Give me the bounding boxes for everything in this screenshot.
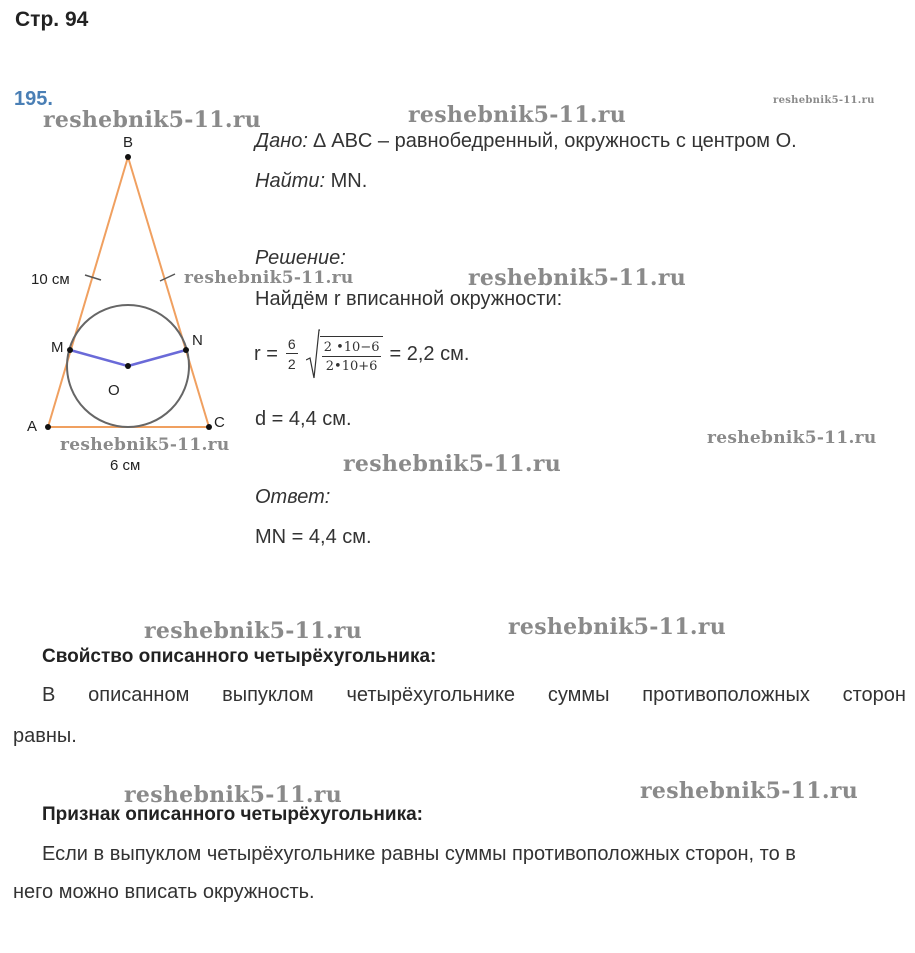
formula-fraction [286,336,298,372]
find-label: Найти: [255,170,326,192]
property-word: сторон [842,684,906,706]
base-length-label: 6 см [110,457,141,474]
root-fraction [322,340,382,374]
solution-label: Решение: [255,247,346,269]
answer-text: MN = 4,4 см. [255,526,372,548]
property-word: выпуклом [222,684,314,706]
watermark: reshebnik5-11.ru [60,435,230,455]
side-length-label: 10 см [31,271,70,288]
watermark: reshebnik5-11.ru [408,102,627,128]
property-line-1 [42,684,906,707]
point-c [206,424,212,430]
watermark: reshebnik5-11.ru [43,107,262,133]
label-a: A [27,418,38,435]
criterion-heading: Признак описанного четырёхугольника: [42,804,423,825]
watermark: reshebnik5-11.ru [184,268,354,288]
solution-step-2: d = 4,4 см. [255,408,352,430]
page-label: Стр. 94 [15,8,89,31]
root-body [320,336,384,374]
radius-on [128,350,186,366]
radius-om [70,350,128,366]
watermark: reshebnik5-11.ru [773,95,875,106]
side-bc [128,157,209,427]
property-line-2: равны. [13,725,77,747]
watermark: reshebnik5-11.ru [640,778,859,804]
triangle-figure [0,0,260,480]
find-line [255,170,367,193]
fraction-numerator: 6 [287,336,296,352]
given-text: ∆ ABC – равнобедренный, окружность с центром O. [307,130,797,152]
radius-formula [254,328,469,380]
label-b: B [123,134,134,151]
property-word: суммы [547,684,610,706]
property-word: противоположных [642,684,810,706]
criterion-line-2: него можно вписать окружность. [13,881,315,903]
property-word: четырёхугольнике [346,684,516,706]
answer-label: Ответ: [255,486,331,508]
solution-step-1: Найдём r вписанной окружности: [255,288,563,310]
find-text: MN. [325,170,368,192]
point-a [45,424,51,430]
property-heading: Свойство описанного четырёхугольника: [42,646,437,667]
point-n [183,347,189,353]
watermark: reshebnik5-11.ru [343,451,562,477]
label-n: N [192,332,203,349]
label-m: M [51,339,64,356]
formula-lhs: r = [254,342,278,365]
watermark: reshebnik5-11.ru [124,782,343,808]
root-numerator: 2 •10−6 [323,340,380,355]
watermark: reshebnik5-11.ru [508,614,727,640]
label-c: C [214,414,225,431]
given-label: Дано: [255,130,308,152]
label-o: O [108,382,120,399]
point-b [125,154,131,160]
given-line [255,130,797,153]
root-denominator: 2•10+6 [325,359,378,374]
property-word: описанном [88,684,190,706]
property-word: В [42,684,56,706]
formula-rhs: = 2,2 см. [389,342,470,365]
point-o [125,363,131,369]
watermark: reshebnik5-11.ru [707,428,877,448]
tick-bc [160,274,175,281]
radical-sign-icon [306,328,320,380]
watermark: reshebnik5-11.ru [468,265,687,291]
square-root [306,328,384,380]
watermark: reshebnik5-11.ru [144,618,363,644]
criterion-line-1: Если в выпуклом четырёхугольнике равны суммы противоположных сторон, то в [42,843,796,865]
fraction-denominator: 2 [287,356,296,372]
task-number: 195. [14,88,53,110]
point-m [67,347,73,353]
